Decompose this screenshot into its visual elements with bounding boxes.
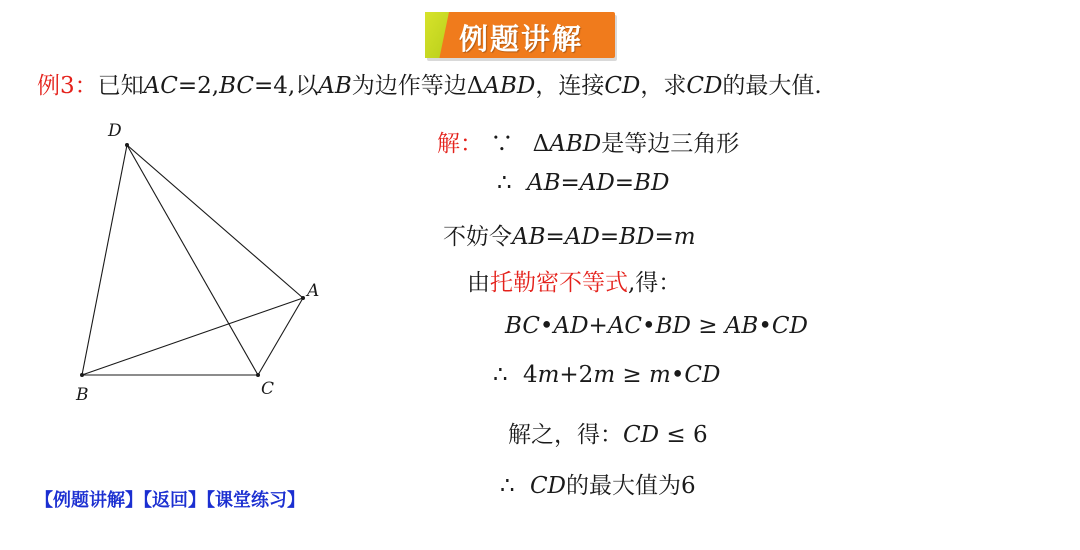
therefore-symbol-2: ∴ — [493, 362, 508, 388]
problem-statement — [37, 67, 822, 100]
coef-4: 4 — [522, 362, 538, 388]
triangle-name: ABD — [549, 131, 602, 157]
problem-text-9: CD — [604, 73, 641, 99]
segment-ac — [258, 298, 303, 375]
therefore-symbol-3: ∴ — [500, 473, 515, 499]
equilateral-text: 是等边三角形 — [601, 131, 740, 157]
problem-text-4: =4,以 — [254, 73, 319, 99]
problem-text-7: ABD — [483, 73, 536, 99]
cd-var: CD — [623, 422, 660, 448]
problem-text-2: =2, — [177, 73, 220, 99]
solution-line-5 — [505, 313, 808, 339]
point-b — [80, 373, 84, 377]
example-label: 例3： — [37, 73, 98, 99]
therefore-symbol: ∴ — [497, 170, 512, 196]
assume-expr: AB=AD=BD=m — [512, 224, 696, 250]
solution-line-2 — [497, 170, 669, 196]
assume-text: 不妨令 — [443, 224, 512, 250]
var-m-1: m — [537, 362, 560, 388]
problem-text-6: 为边作等边Δ — [351, 73, 484, 99]
problem-text-3: BC — [219, 73, 255, 99]
geometry-figure — [60, 110, 360, 410]
cd-product: •CD — [670, 362, 721, 388]
segment-da — [127, 145, 303, 298]
coef-2: +2 — [559, 362, 594, 388]
solution-line-4 — [467, 264, 681, 297]
max-value-text: 的最大值为6 — [566, 473, 696, 499]
segment-db — [82, 145, 127, 375]
by-text: 由 — [467, 270, 490, 296]
point-d — [125, 143, 129, 147]
cd-var-2: CD — [529, 473, 566, 499]
link-classroom-practice[interactable]: 【课堂练习】 — [206, 490, 305, 511]
problem-text-12: 的最大值. — [722, 73, 822, 99]
title-banner — [425, 12, 615, 58]
label-d: D — [108, 121, 122, 141]
segment-ba — [82, 298, 303, 375]
problem-text-5: AB — [318, 73, 352, 99]
segment-dc — [127, 145, 258, 375]
solution-line-1 — [437, 125, 739, 158]
banner-stripe — [425, 12, 449, 58]
solution-line-7 — [508, 416, 708, 449]
solution-line-8 — [500, 467, 696, 500]
ge-symbol: ≥ — [615, 362, 650, 388]
equal-sides-expr: AB=AD=BD — [526, 170, 670, 196]
solution-line-3 — [443, 218, 696, 251]
because-symbol: ∵ — [490, 131, 514, 157]
link-back[interactable]: 【返回】 — [143, 490, 206, 511]
nav-links — [35, 486, 305, 512]
var-m-3: m — [649, 362, 671, 388]
link-example-explanation[interactable]: 【例题讲解】 — [35, 490, 143, 511]
problem-text-8: ，连接 — [535, 73, 605, 99]
ptolemy-expr: BC•AD+AC•BD ≥ AB•CD — [505, 313, 808, 339]
problem-text-1: AC — [143, 73, 178, 99]
label-b: B — [76, 385, 89, 405]
point-c — [256, 373, 260, 377]
label-a: A — [307, 281, 320, 301]
problem-text-11: CD — [686, 73, 723, 99]
solution-line-6 — [493, 362, 720, 388]
get-text: ,得： — [628, 270, 682, 296]
solution-label: 解： — [437, 131, 483, 157]
solve-text: 解之，得： — [508, 422, 623, 448]
cd-bound: ≤ 6 — [659, 422, 708, 448]
ptolemy-inequality: 托勒密不等式 — [490, 270, 628, 296]
point-a — [301, 296, 305, 300]
label-c: C — [261, 379, 275, 399]
problem-text-0: 已知 — [97, 73, 144, 99]
delta-symbol: Δ — [532, 131, 550, 157]
banner-title: 例题讲解 — [459, 22, 584, 56]
problem-text-10: ，求 — [640, 73, 687, 99]
var-m-2: m — [593, 362, 616, 388]
